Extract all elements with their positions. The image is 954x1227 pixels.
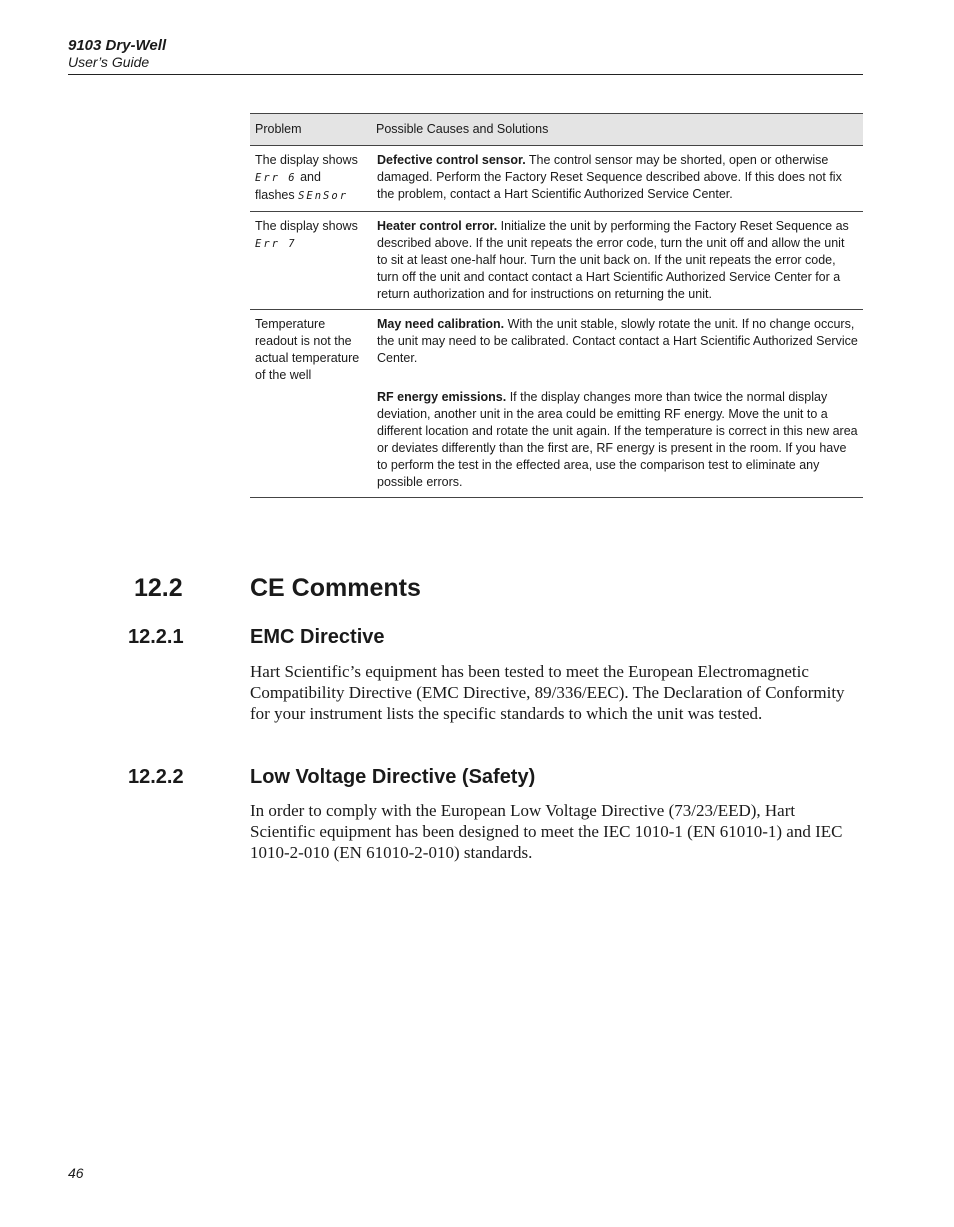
solution-cell [371,212,863,310]
solution-lead: Heater control error. [377,219,498,233]
problem-text: flashes [255,188,295,202]
solution-lead: Defective control sensor. [377,153,526,167]
page-number: 46 [68,1165,84,1181]
section-number: 12.2 [134,574,183,602]
solution-lead: May need calibration. [377,317,505,331]
problem-cell [250,310,371,498]
solution-text: If the display changes more than twice the normal display deviation, another unit in the area could be emitting RF energy. Move the unit to a different location and rotate the unit again. If the temperature is correct in this new area or deviates differently than the first are, RF energy is present in the room. If you have to perform the test in the effected area, use the comparison test to eliminate any possible errors. [377,390,858,489]
table-row [250,146,863,212]
problem-text: The display shows [255,153,358,167]
error-code: Err 6 [255,172,297,184]
problem-text: Temperature readout is not the actual temperature of the well [255,317,360,382]
solution-text: Initialize the unit by performing the Factory Reset Sequence as described above. If the unit repeats the error code, turn the unit off and allow the unit to sit at least one-half hour. Turn the unit back on. If the unit repeats the error code, turn off the unit and contact contact a Hart Scientific Authorized Service Center for a return authorization and for instructions on returning the unit. [377,219,849,301]
header-subtitle: User’s Guide [68,54,150,70]
subsection-body: In order to comply with the European Low Voltage Directive (73/23/EED), Hart Scientific equipment has been designed to meet the IEC 1010-1 (EN 61010-1) and IEC 1010-2-010 (EN 61010-2-010) standards. [250,801,843,862]
subsection-number: 12.2.1 [128,626,184,648]
subsection-title: EMC Directive [250,626,385,648]
troubleshooting-table [250,113,863,498]
solution-text: The control sensor may be shorted, open or otherwise damaged. Perform the Factory Reset Sequence described above. If this does not fix the problem, contact a Hart Scientific Authorized Service Center. [377,153,842,201]
problem-cell [250,212,371,310]
table-header-row [250,114,863,146]
problem-cell [250,146,371,212]
subsection-number: 12.2.2 [128,766,184,788]
solution-cell [371,146,863,212]
solution-paragraph [377,316,858,367]
error-code: Err 7 [255,238,297,250]
section-title: CE Comments [250,574,421,602]
error-code: SEnSor [298,190,349,202]
table-row [250,310,863,498]
table-row [250,212,863,310]
solution-lead: RF energy emissions. [377,390,507,404]
header-title: 9103 Dry-Well [68,37,167,54]
solution-paragraph [377,389,858,491]
subsection-body: Hart Scientific’s equipment has been tested to meet the European Electromagnetic Compatibility Directive (EMC Directive, 89/336/EEC). The Declaration of Conformity for your instrument lists the specific standards to which the unit was tested. [250,662,845,723]
subsection-title: Low Voltage Directive (Safety) [250,766,536,788]
column-header-problem: Problem [250,114,371,146]
solution-text: With the unit stable, slowly rotate the unit. If no change occurs, the unit may need to be calibrated. Contact contact a Hart Scientific Authorized Service Center. [377,317,858,365]
page-header [68,37,863,75]
problem-text: and [300,170,321,184]
solution-cell [371,310,863,498]
column-header-solutions: Possible Causes and Solutions [371,114,863,146]
problem-text: The display shows [255,219,358,233]
